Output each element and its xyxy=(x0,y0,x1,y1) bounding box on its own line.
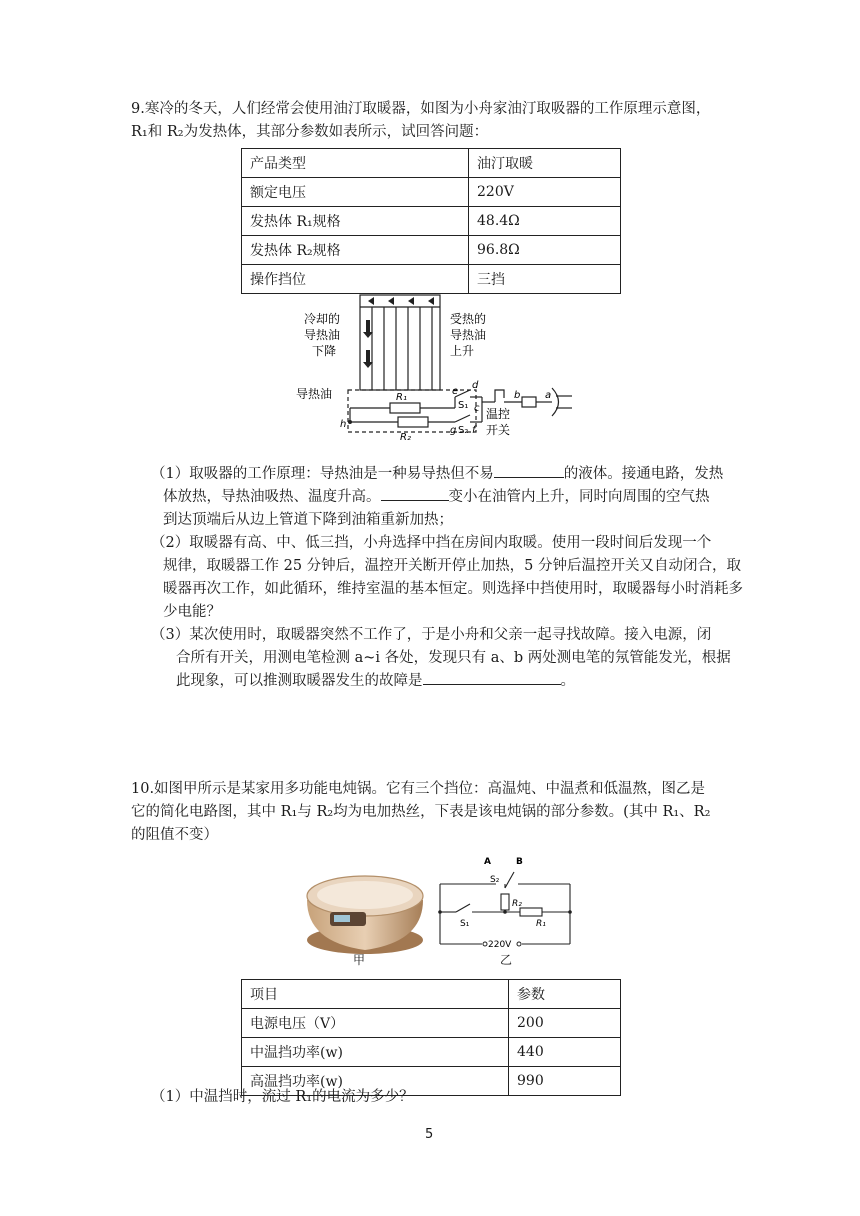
q9-intro-line1: 9.寒冷的冬天，人们经常会使用油汀取暖器，如图为小舟家油汀取吸器的工作原理示意图， xyxy=(131,101,711,117)
table-cell: 操作挡位 xyxy=(242,265,469,294)
q9-spec-table xyxy=(241,148,621,294)
r1-label: R₁ xyxy=(396,392,407,403)
table-cell: 220V xyxy=(469,178,621,207)
table-cell: 项目 xyxy=(242,980,509,1009)
point-b: b xyxy=(514,390,521,401)
q9-intro-line2: R₁和 R₂为发热体，其部分参数如表所示，试回答问题： xyxy=(131,124,489,140)
circuit-r1-label: R₁ xyxy=(536,919,546,929)
right-label-2: 导热油 xyxy=(450,328,487,342)
q10-param-table xyxy=(241,979,621,1096)
q10-intro-line3: 的阻值不变） xyxy=(131,827,218,843)
text-span: 体放热，导热油吸热、温度升高。 xyxy=(163,489,381,505)
q9-sub3-line3 xyxy=(176,670,575,692)
circuit-voltage-label: 220V xyxy=(488,940,512,950)
circuit-point-a: A xyxy=(484,857,491,867)
electric-stew-pot-image xyxy=(300,862,430,962)
q9-sub3-line1: （3）某次使用时，取暖器突然不工作了，于是小舟和父亲一起寻找故障。接入电源，闭 xyxy=(151,627,712,643)
oil-label: 导热油 xyxy=(296,387,333,401)
s1-label: S₁ xyxy=(458,400,469,411)
point-f: f xyxy=(472,425,476,436)
answer-blank[interactable] xyxy=(494,463,564,478)
table-cell: 990 xyxy=(509,1067,621,1096)
table-cell: 参数 xyxy=(509,980,621,1009)
q10-intro-line2: 它的简化电路图，其中 R₁与 R₂均为电加热丝，下表是该电炖锅的部分参数。(其中 R₁、R₂ xyxy=(131,804,711,820)
s2-label: S₂ xyxy=(458,425,469,436)
answer-blank[interactable] xyxy=(423,670,561,685)
table-cell: 电源电压（V） xyxy=(242,1009,509,1038)
text-span: （1）取吸器的工作原理：导热油是一种易导热但不易 xyxy=(151,466,494,482)
switch-label-2: 开关 xyxy=(486,423,511,437)
switch-label-1: 温控 xyxy=(486,407,511,421)
left-label-2: 导热油 xyxy=(304,328,341,342)
text-span: 的液体。接通电路，发热 xyxy=(563,466,724,482)
table-cell: 额定电压 xyxy=(242,178,469,207)
table-row xyxy=(242,980,621,1009)
q9-sub1-line1 xyxy=(151,463,723,485)
table-row xyxy=(242,149,621,178)
oil-heater-diagram xyxy=(290,290,590,450)
q9-sub2-line1: （2）取暖器有高、中、低三挡，小舟选择中挡在房间内取暖。使用一段时间后发现一个 xyxy=(151,535,712,551)
point-g: g xyxy=(450,425,457,436)
point-h: h xyxy=(340,419,347,430)
circuit-s1-label: S₁ xyxy=(460,919,470,929)
q9-sub2-line3: 暖器再次工作，如此循环，维持室温的基本恒定。则选择中挡使用时，取暖器每小时消耗多 xyxy=(163,581,743,597)
q9-sub2-line2: 规律，取暖器工作 25 分钟后，温控开关断开停止加热，5 分钟后温控开关又自动闭合，取 xyxy=(163,558,741,574)
simplified-circuit-diagram xyxy=(430,854,580,962)
table-cell: 440 xyxy=(509,1038,621,1067)
q10-sub1: （1）中温挡时，流过 R₁的电流为多少？ xyxy=(151,1089,414,1105)
r2-label: R₂ xyxy=(400,432,411,443)
fig-yi-label: 乙 xyxy=(500,953,513,967)
table-cell: 产品类型 xyxy=(242,149,469,178)
table-row xyxy=(242,178,621,207)
point-e: e xyxy=(452,386,459,397)
table-cell: 三挡 xyxy=(469,265,621,294)
right-label-1: 受热的 xyxy=(450,312,487,326)
q9-sub1-line2 xyxy=(163,486,710,508)
left-label-1: 冷却的 xyxy=(304,312,341,326)
q9-sub3-line2: 合所有开关，用测电笔检测 a~i 各处，发现只有 a、b 两处测电笔的氖管能发光，根据 xyxy=(176,650,731,666)
table-cell: 200 xyxy=(509,1009,621,1038)
table-cell: 高温挡功率(w) xyxy=(242,1067,509,1096)
table-row xyxy=(242,207,621,236)
fig-jia-label: 甲 xyxy=(353,953,366,967)
left-label-3: 下降 xyxy=(312,344,337,358)
table-cell: 发热体 R₁规格 xyxy=(242,207,469,236)
table-cell: 96.8Ω xyxy=(469,236,621,265)
answer-blank[interactable] xyxy=(381,486,449,501)
circuit-point-b: B xyxy=(516,857,523,867)
q9-sub1-line3: 到达顶端后从边上管道下降到油箱重新加热； xyxy=(163,512,453,528)
circuit-r2-label: R₂ xyxy=(512,899,522,909)
table-cell: 48.4Ω xyxy=(469,207,621,236)
page-number: 5 xyxy=(425,1127,434,1142)
table-cell: 发热体 R₂规格 xyxy=(242,236,469,265)
point-d: d xyxy=(472,380,479,391)
circuit-s2-label: S₂ xyxy=(490,875,500,885)
text-span: 变小在油管内上升，同时向周围的空气热 xyxy=(448,489,710,505)
table-cell: 中温挡功率(w) xyxy=(242,1038,509,1067)
text-span: 。 xyxy=(560,673,575,689)
q10-intro-line1: 10.如图甲所示是某家用多功能电炖锅。它有三个挡位：高温炖、中温煮和低温熬，图乙是 xyxy=(131,781,706,797)
table-cell: 油汀取暖 xyxy=(469,149,621,178)
table-row xyxy=(242,236,621,265)
point-c: c xyxy=(474,403,480,414)
table-row xyxy=(242,1038,621,1067)
table-row xyxy=(242,1009,621,1038)
point-a: a xyxy=(545,390,552,401)
text-span: 此现象，可以推测取暖器发生的故障是 xyxy=(176,673,423,689)
q9-sub2-line4: 少电能？ xyxy=(163,604,221,620)
right-label-3: 上升 xyxy=(450,344,475,358)
